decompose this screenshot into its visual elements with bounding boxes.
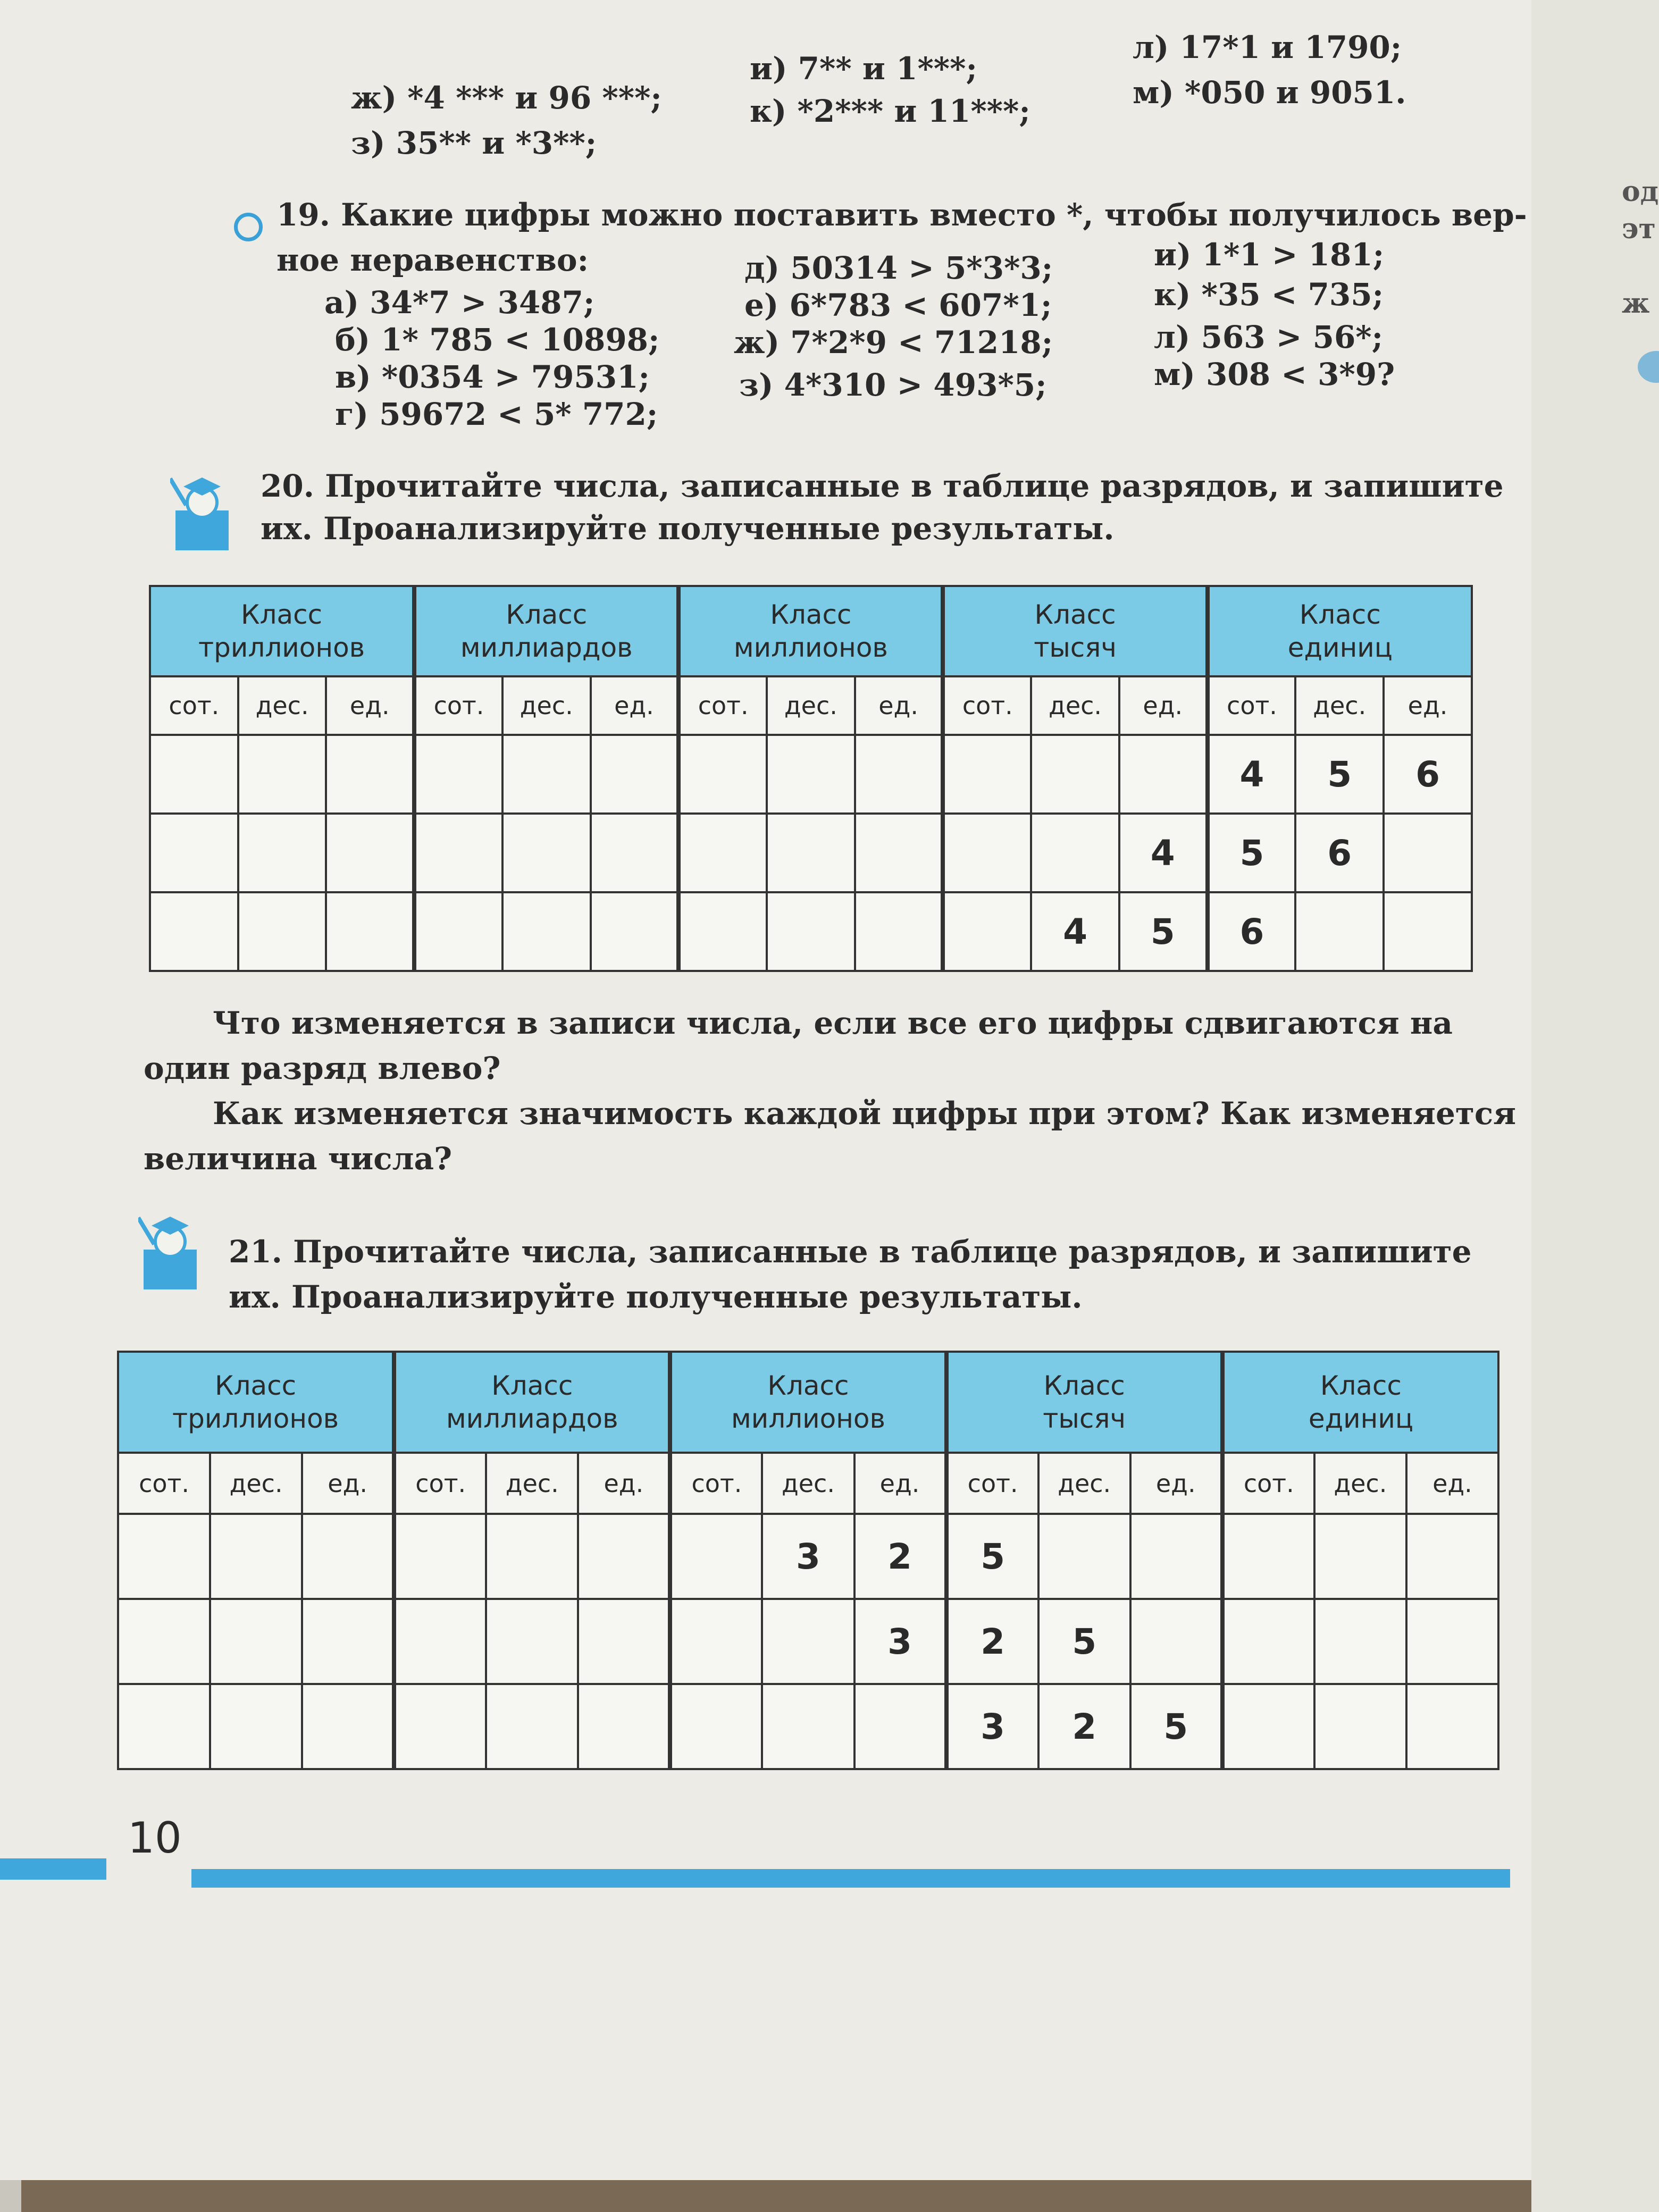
- digit-cell: [210, 1599, 302, 1684]
- ex20-question2-line2: величина числа?: [144, 1141, 453, 1177]
- digit-cell: [1031, 735, 1119, 814]
- digit-cell: [670, 1684, 762, 1769]
- class-header-text: тысяч: [1034, 632, 1117, 663]
- digit-cell: [394, 1514, 486, 1599]
- class-header-text: Класс: [1320, 1370, 1402, 1401]
- class-header-text: миллиардов: [460, 632, 633, 663]
- digit-cell: 5: [946, 1514, 1038, 1599]
- digit-cell: [1031, 814, 1119, 892]
- class-header-text: Класс: [241, 599, 323, 630]
- digit-cell: [1119, 735, 1208, 814]
- digit-cell: [238, 735, 326, 814]
- digit-header: сот.: [943, 676, 1031, 735]
- digit-cell: [150, 892, 238, 971]
- digit-cell: [302, 1684, 394, 1769]
- digit-header: дес.: [486, 1453, 578, 1514]
- digit-header: сот.: [118, 1453, 210, 1514]
- class-header-0: [150, 586, 414, 676]
- digit-cell: [591, 735, 679, 814]
- digit-cell: 6: [1208, 892, 1296, 971]
- place-value-table-21: [117, 1351, 1499, 1770]
- digit-cell: 2: [854, 1514, 946, 1599]
- ex20-question2-line1: Как изменяется значимость каждой цифры при этом? Как изменяется: [213, 1095, 1516, 1132]
- digit-cell: 4: [1208, 735, 1296, 814]
- ex19-item: ж) 7*2*9 < 71218;: [734, 324, 1053, 361]
- decorative-blob: [1638, 351, 1659, 383]
- class-header-text: Класс: [491, 1370, 573, 1401]
- digit-cell: 6: [1384, 735, 1472, 814]
- digit-cell: [670, 1514, 762, 1599]
- digit-cell: [1130, 1514, 1222, 1599]
- ex19-item: л) 563 > 56*;: [1154, 319, 1384, 355]
- digit-cell: [1406, 1684, 1498, 1769]
- digit-cell: [1384, 892, 1472, 971]
- ex19-item: г) 59672 < 5* 772;: [335, 396, 658, 432]
- digit-cell: [854, 1684, 946, 1769]
- digit-cell: 6: [1295, 814, 1384, 892]
- class-header-text: Класс: [770, 599, 852, 630]
- exercise-item-k: к) *2*** и 11***;: [750, 93, 1030, 129]
- exercise-item-l: л) 17*1 и 1790;: [1133, 29, 1402, 65]
- digit-cell: [1406, 1599, 1498, 1684]
- class-header-4: [1208, 586, 1472, 676]
- class-header-text: единиц: [1287, 632, 1393, 663]
- exercise-item-z: з) 35** и *3**;: [351, 125, 597, 161]
- footer-band-right: [191, 1869, 1510, 1888]
- digit-header: сот.: [394, 1453, 486, 1514]
- ex21-title-line1: 21. Прочитайте числа, записанные в таблице разрядов, и запишите: [229, 1234, 1472, 1270]
- digit-cell: [1222, 1684, 1314, 1769]
- digit-header: ед.: [326, 676, 414, 735]
- ex19-item: м) 308 < 3*9?: [1154, 356, 1395, 392]
- digit-cell: [1314, 1599, 1406, 1684]
- digit-cell: [210, 1684, 302, 1769]
- class-header-text: миллионов: [733, 632, 888, 663]
- class-header-text: триллионов: [172, 1403, 339, 1434]
- digit-cell: [210, 1514, 302, 1599]
- digit-cell: [502, 892, 591, 971]
- digit-cell: [1314, 1684, 1406, 1769]
- class-header-text: Класс: [215, 1370, 297, 1401]
- ex19-item: з) 4*310 > 493*5;: [739, 367, 1047, 403]
- digit-header: сот.: [150, 676, 238, 735]
- digit-cell: [1038, 1514, 1130, 1599]
- digit-cell: [1130, 1599, 1222, 1684]
- digit-cell: 5: [1208, 814, 1296, 892]
- digit-cell: [394, 1684, 486, 1769]
- digit-header: сот.: [1222, 1453, 1314, 1514]
- digit-header: дес.: [1031, 676, 1119, 735]
- digit-cell: [326, 892, 414, 971]
- digit-cell: [678, 814, 767, 892]
- class-header-text: миллиардов: [446, 1403, 618, 1434]
- class-header-text: единиц: [1308, 1403, 1413, 1434]
- digit-cell: [326, 814, 414, 892]
- digit-header: ед.: [854, 1453, 946, 1514]
- digit-cell: [943, 892, 1031, 971]
- digit-cell: [943, 814, 1031, 892]
- teacher-icon: [138, 1212, 202, 1292]
- digit-cell: [762, 1684, 854, 1769]
- class-header-text: миллионов: [731, 1403, 885, 1434]
- digit-header: ед.: [1119, 676, 1208, 735]
- digit-cell: [762, 1599, 854, 1684]
- class-header-text: Класс: [1299, 599, 1381, 630]
- digit-cell: [678, 735, 767, 814]
- digit-header: дес.: [762, 1453, 854, 1514]
- digit-cell: [1314, 1514, 1406, 1599]
- facing-page-fragment: эт: [1622, 213, 1656, 245]
- class-header-text: Класс: [767, 1370, 849, 1401]
- page-number: 10: [128, 1813, 182, 1863]
- facing-page: [1531, 0, 1659, 2212]
- exercise-item-m: м) *050 и 9051.: [1133, 74, 1406, 111]
- class-header-row: [150, 586, 1472, 676]
- teacher-icon: [170, 473, 234, 553]
- digit-header: ед.: [578, 1453, 670, 1514]
- table-row: [150, 892, 1472, 971]
- class-header-3: [943, 586, 1207, 676]
- ex19-item: е) 6*783 < 607*1;: [744, 287, 1052, 323]
- digit-cell: [118, 1514, 210, 1599]
- table-row: [118, 1684, 1498, 1769]
- table-row: [150, 814, 1472, 892]
- ex19-item: б) 1* 785 < 10898;: [335, 322, 660, 358]
- digit-cell: [767, 892, 855, 971]
- digit-header: дес.: [1038, 1453, 1130, 1514]
- digit-cell: 3: [854, 1599, 946, 1684]
- facing-page-fragment: ж: [1622, 287, 1650, 320]
- digit-header: ед.: [855, 676, 943, 735]
- digit-cell: [670, 1599, 762, 1684]
- exercise-item-zh: ж) *4 *** и 96 ***;: [351, 80, 662, 116]
- digit-cell: [150, 814, 238, 892]
- digit-cell: [591, 892, 679, 971]
- digit-cell: [238, 814, 326, 892]
- class-header-1: [414, 586, 678, 676]
- digit-cell: [486, 1514, 578, 1599]
- table-row: [118, 1514, 1498, 1599]
- digit-cell: [394, 1599, 486, 1684]
- ex19-item: к) *35 < 735;: [1154, 276, 1384, 313]
- digit-header-row: [118, 1453, 1498, 1514]
- digit-cell: [578, 1684, 670, 1769]
- digit-cell: [1384, 814, 1472, 892]
- digit-cell: [326, 735, 414, 814]
- digit-header: сот.: [1208, 676, 1296, 735]
- digit-header: дес.: [210, 1453, 302, 1514]
- ex19-title-line2: ное неравенство:: [276, 242, 589, 278]
- digit-cell: [302, 1514, 394, 1599]
- digit-cell: [578, 1599, 670, 1684]
- exercise-item-i: и) 7** и 1***;: [750, 51, 977, 87]
- digit-header: сот.: [670, 1453, 762, 1514]
- digit-cell: 5: [1038, 1599, 1130, 1684]
- ex20-question1-line2: один разряд влево?: [144, 1050, 501, 1086]
- ex21-title-line2: их. Проанализируйте полученные результаты.: [229, 1279, 1083, 1315]
- class-header-0: [118, 1352, 394, 1453]
- ex20-title-line2: их. Проанализируйте полученные результаты.: [261, 510, 1115, 547]
- ex19-item: в) *0354 > 79531;: [335, 359, 650, 395]
- digit-cell: 4: [1119, 814, 1208, 892]
- digit-header: ед.: [302, 1453, 394, 1514]
- facing-page-fragment: од: [1622, 175, 1659, 208]
- digit-cell: [486, 1599, 578, 1684]
- digit-cell: [118, 1684, 210, 1769]
- table-row: [118, 1599, 1498, 1684]
- digit-header: сот.: [678, 676, 767, 735]
- digit-cell: [486, 1684, 578, 1769]
- class-header-text: Класс: [1034, 599, 1116, 630]
- digit-cell: 5: [1295, 735, 1384, 814]
- digit-cell: 5: [1119, 892, 1208, 971]
- class-header-2: [670, 1352, 946, 1453]
- digit-cell: 3: [762, 1514, 854, 1599]
- digit-cell: [238, 892, 326, 971]
- digit-cell: [1222, 1514, 1314, 1599]
- digit-cell: 5: [1130, 1684, 1222, 1769]
- footer-band-left: [0, 1858, 106, 1880]
- digit-header: дес.: [767, 676, 855, 735]
- digit-cell: [502, 814, 591, 892]
- digit-cell: [414, 892, 502, 971]
- digit-cell: [502, 735, 591, 814]
- class-header-3: [946, 1352, 1222, 1453]
- digit-header: дес.: [1314, 1453, 1406, 1514]
- ex19-item: д) 50314 > 5*3*3;: [744, 250, 1053, 286]
- digit-cell: [1406, 1514, 1498, 1599]
- digit-cell: [678, 892, 767, 971]
- class-header-text: тысяч: [1043, 1403, 1126, 1434]
- digit-cell: 2: [946, 1599, 1038, 1684]
- digit-cell: [855, 735, 943, 814]
- exercise-circle-icon: [234, 213, 263, 241]
- digit-cell: 4: [1031, 892, 1119, 971]
- digit-cell: [767, 735, 855, 814]
- digit-header: ед.: [1406, 1453, 1498, 1514]
- ex19-item: а) 34*7 > 3487;: [324, 284, 595, 321]
- digit-header-row: [150, 676, 1472, 735]
- class-header-text: триллионов: [198, 632, 365, 663]
- digit-cell: [855, 892, 943, 971]
- digit-cell: 2: [1038, 1684, 1130, 1769]
- class-header-text: Класс: [1043, 1370, 1125, 1401]
- digit-header: ед.: [1130, 1453, 1222, 1514]
- class-header-1: [394, 1352, 670, 1453]
- digit-cell: [767, 814, 855, 892]
- ex20-question1-line1: Что изменяется в записи числа, если все его цифры сдвигаются на: [213, 1005, 1453, 1041]
- digit-cell: [1222, 1599, 1314, 1684]
- place-value-table-20: [149, 585, 1473, 972]
- ex19-item: и) 1*1 > 181;: [1154, 237, 1385, 273]
- digit-cell: [150, 735, 238, 814]
- digit-cell: [855, 814, 943, 892]
- digit-cell: [591, 814, 679, 892]
- digit-header: дес.: [1295, 676, 1384, 735]
- class-header-text: Класс: [506, 599, 588, 630]
- class-header-2: [678, 586, 943, 676]
- digit-cell: [1295, 892, 1384, 971]
- digit-cell: 3: [946, 1684, 1038, 1769]
- digit-header: дес.: [502, 676, 591, 735]
- digit-header: сот.: [414, 676, 502, 735]
- ex19-title-line1: 19. Какие цифры можно поставить вместо *, чтобы получилось вер-: [276, 197, 1527, 233]
- class-header-row: [118, 1352, 1498, 1453]
- digit-header: сот.: [946, 1453, 1038, 1514]
- digit-cell: [578, 1514, 670, 1599]
- table-row: [150, 735, 1472, 814]
- ex20-title-line1: 20. Прочитайте числа, записанные в таблице разрядов, и запишите: [261, 468, 1504, 504]
- class-header-4: [1222, 1352, 1498, 1453]
- digit-cell: [414, 814, 502, 892]
- digit-cell: [118, 1599, 210, 1684]
- digit-header: ед.: [591, 676, 679, 735]
- digit-cell: [302, 1599, 394, 1684]
- digit-cell: [943, 735, 1031, 814]
- digit-header: ед.: [1384, 676, 1472, 735]
- digit-header: дес.: [238, 676, 326, 735]
- digit-cell: [414, 735, 502, 814]
